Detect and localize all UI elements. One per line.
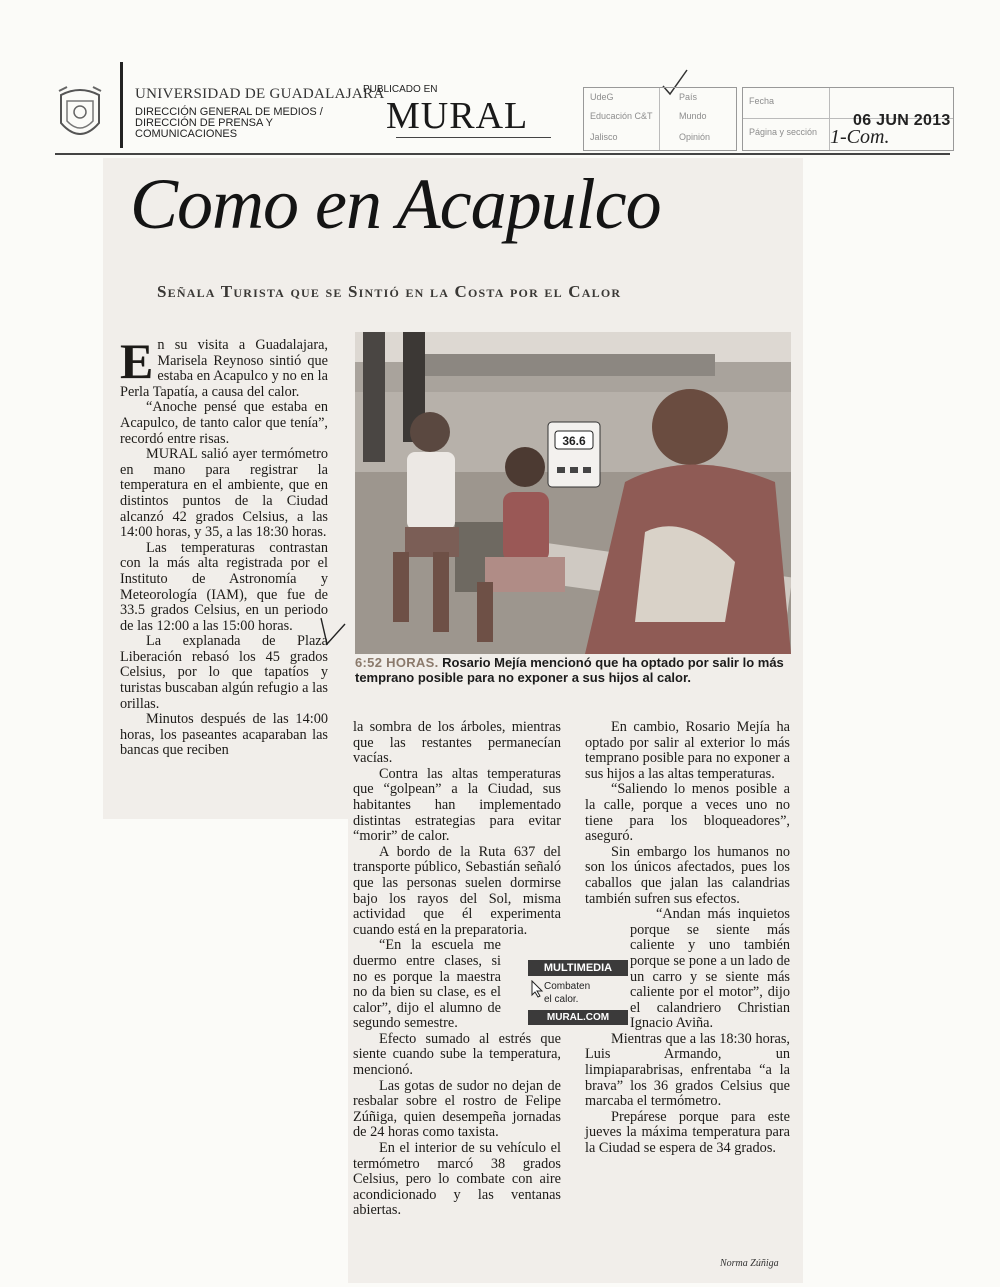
article-headline: Como en Acapulco <box>130 164 661 244</box>
paragraph: la sombra de los árboles, mientras que las restantes permanecían vacías. <box>353 719 561 767</box>
paragraph: En su visita a Guadalajara, Marisela Reynoso sintió que estaba en Acapulco y no en la Perla Tapatía, a causa del calor. <box>120 333 328 400</box>
header-divider <box>120 62 123 148</box>
page-section-value: 1-Com. <box>830 126 890 148</box>
mural-logo: MURAL <box>386 95 529 137</box>
drop-cap: E <box>120 333 154 389</box>
photo-caption <box>355 655 791 685</box>
meta-cell: Jalisco <box>590 132 618 142</box>
meta-cell: Mundo <box>679 111 707 121</box>
article-column-3 <box>585 720 790 1157</box>
logo-underline <box>396 137 551 144</box>
published-in-label: PUBLICADO EN <box>363 84 438 95</box>
paragraph: Prepárese porque para este jueves la máxima temperatura para la Ciudad se espera de 34 grados. <box>585 1108 790 1157</box>
paragraph: Las temperaturas contrastan con la más alta registrada por el Instituto de Astronomía y Meteorología (IAM), que fue de 33.5 grados Celsius, en un periodo de las 12:00 a las 15:00 horas. <box>120 539 328 634</box>
multimedia-link[interactable]: MURAL.COM <box>528 1010 628 1025</box>
meta-cell: País <box>679 92 698 102</box>
paragraph: “Anoche pensé que estaba en Acapulco, de tanto calor que tenía”, recordó entre risas. <box>120 399 328 447</box>
paragraph: Minutos después de las 14:00 horas, los paseantes acaparaban las bancas que reciben <box>120 711 328 759</box>
article-column-1 <box>120 333 328 759</box>
meta-cell: Opinión <box>679 132 711 142</box>
meta-cell: UdeG <box>590 92 614 102</box>
university-seal-icon <box>55 85 105 147</box>
university-name: UNIVERSIDAD DE GUADALAJARA <box>135 86 385 102</box>
multimedia-title: MULTIMEDIA <box>528 960 628 976</box>
paragraph: En el interior de su vehículo el termómetro marcó 38 grados Celsius, pero lo combate con aire acondicionado y las ventanas abiertas. <box>353 1140 561 1219</box>
caption-text: Rosario Mejía mencionó que ha optado por salir lo más temprano posible para no exponer a sus hijos al calor. <box>355 655 784 685</box>
paragraph: Las gotas de sudor no dejan de resbalar sobre el rostro de Felipe Zúñiga, quien desempeña jornadas de 24 horas como taxista. <box>353 1077 561 1141</box>
department-line: COMUNICACIONES <box>135 128 238 140</box>
multimedia-text: Combaten el calor. <box>544 981 591 1005</box>
department-line: DIRECCIÓN DE PRENSA Y <box>135 117 273 129</box>
paragraph: Efecto sumado al estrés que siente cuando sube la temperatura, mencionó. <box>353 1030 561 1079</box>
section-checkbox-grid <box>583 87 737 151</box>
thermometer-reading: 36.6 <box>562 434 586 448</box>
header-rule <box>55 153 950 155</box>
paragraph: La explanada de Plaza Liberación rebasó los 45 grados Celsius, por lo que tapatíos y turistas buscaban algún refugio a las orillas. <box>120 633 328 712</box>
page-section-label: Página y sección <box>749 127 818 137</box>
paragraph: MURAL salió ayer termómetro en mano para registrar la temperatura en el ambiente, que en distintos puntos de la Ciudad alcanzó 42 grados Celsius, a las 14:00 horas, y 35, a las 18:30 horas. <box>120 446 328 541</box>
paragraph: “Saliendo lo menos posible a la calle, porque a veces uno no tiene para los bloqueadores”, aseguró. <box>585 781 790 845</box>
date-stamp: 06 JUN 2013 <box>853 112 951 129</box>
paragraph: A bordo de la Ruta 637 del transporte público, Sebastián señaló que las personas suelen dormirse bajo los rayos del Sol, misma actividad que él experimenta cuando está en la preparatoria. <box>353 843 561 938</box>
multimedia-box[interactable] <box>528 960 628 1026</box>
caption-time: 6:52 HORAS. <box>355 655 439 670</box>
cursor-icon <box>530 980 544 998</box>
paragraph: Sin embargo los humanos no son los únicos afectados, pues los caballos que jalan las calandrias también sufren sus efectos. <box>585 843 790 907</box>
paragraph: “Andan más inquietos porque se siente más caliente y uno también porque se pone a un lado de un carro y se siente más caliente por el motor”, dijo el calandriero Christian Ignacio Aviña. <box>630 906 790 1032</box>
paragraph: Contra las altas temperaturas que “golpean” a la Ciudad, sus habitantes han implementado distintas estrategias para evitar “morir” de calor. <box>353 765 561 845</box>
paragraph: En cambio, Rosario Mejía ha optado por salir al exterior lo más temprano posible para no exponer a sus hijos a las altas temperaturas. <box>585 719 790 782</box>
paragraph: Mientras que a las 18:30 horas, Luis Armando, un limpiaparabrisas, enfrentaba “a la brava” los 36 grados Celsius que marcaba el termómetro. <box>585 1030 790 1110</box>
pen-mark-icon <box>317 614 349 648</box>
date-label: Fecha <box>749 96 775 106</box>
article-subhead: Señala Turista que se Sintió en la Costa por el Calor <box>157 282 622 301</box>
meta-cell: Educación C&T <box>590 111 653 121</box>
department-lines <box>135 107 323 140</box>
article-photo <box>355 332 791 654</box>
byline: Norma Zúñiga <box>720 1258 779 1269</box>
department-line: DIRECCIÓN GENERAL DE MEDIOS / <box>135 106 323 118</box>
paragraph: “En la escuela me duermo entre clases, si no es porque la maestra no da bien su clase, es el calor”, dijo el alumno de segundo semestre. <box>353 937 501 1032</box>
